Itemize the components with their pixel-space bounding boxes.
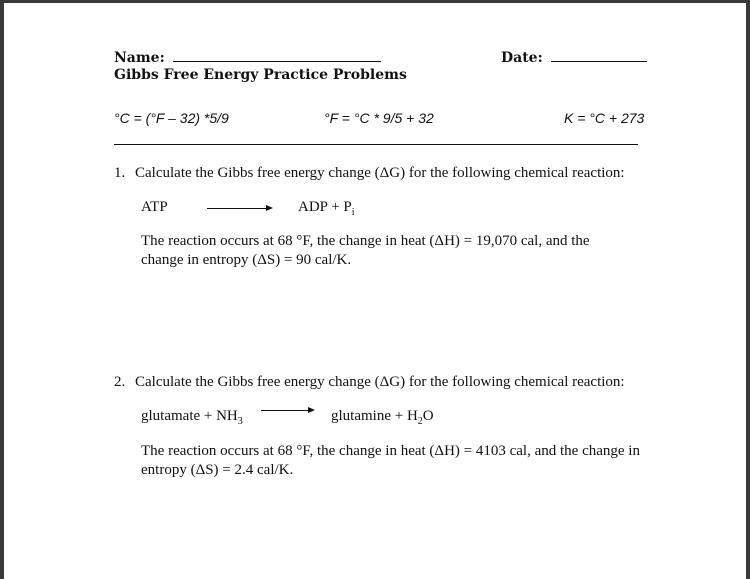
date-field[interactable] [501, 49, 647, 66]
problem-1-product [298, 198, 355, 222]
problem-2-product-main: glutamine + H [331, 408, 418, 424]
date-blank[interactable] [551, 49, 647, 62]
problem-2-reactant-sub: 3 [237, 416, 243, 427]
date-label: Date: [501, 50, 543, 66]
problem-2-number: 2. [114, 374, 126, 390]
name-blank[interactable] [173, 49, 381, 62]
reaction-arrow-icon [261, 410, 313, 411]
problem-2-prompt: Calculate the Gibbs free energy change (ΔG) for the following chemical reaction: [135, 374, 625, 390]
problem-1-reactant: ATP [141, 199, 168, 215]
formula-fahrenheit: °F = °C * 9/5 + 32 [324, 110, 434, 126]
problem-2-reactant [141, 407, 243, 431]
problem-2-product-tail: O [422, 408, 434, 424]
worksheet-title: Gibbs Free Energy Practice Problems [114, 67, 407, 83]
problem-2-conditions: The reaction occurs at 68 °F, the change in heat (ΔH) = 4103 cal, and the change in entropy (ΔS) = 2.4 cal/K. [141, 443, 640, 478]
name-label: Name: [114, 50, 165, 66]
problem-1-number: 1. [114, 165, 126, 181]
problem-2-reactant-main: glutamate + NH [141, 408, 238, 424]
divider [114, 144, 638, 145]
name-field[interactable] [114, 49, 381, 66]
formula-kelvin: K = °C + 273 [564, 110, 645, 126]
worksheet-page [4, 3, 746, 579]
problem-1-prompt: Calculate the Gibbs free energy change (ΔG) for the following chemical reaction: [135, 165, 625, 181]
problem-2-product-sub: 2 [417, 416, 423, 427]
problem-1-product-main: ADP + P [298, 199, 352, 215]
formula-celsius: °C = (°F – 32) *5/9 [114, 110, 229, 126]
problem-1-conditions: The reaction occurs at 68 °F, the change in heat (ΔH) = 19,070 cal, and the change in entropy (ΔS) = 90 cal/K. [141, 233, 590, 268]
problem-1-product-sub: i [351, 207, 355, 218]
reaction-arrow-icon [207, 208, 271, 209]
problem-2-product [331, 407, 434, 431]
